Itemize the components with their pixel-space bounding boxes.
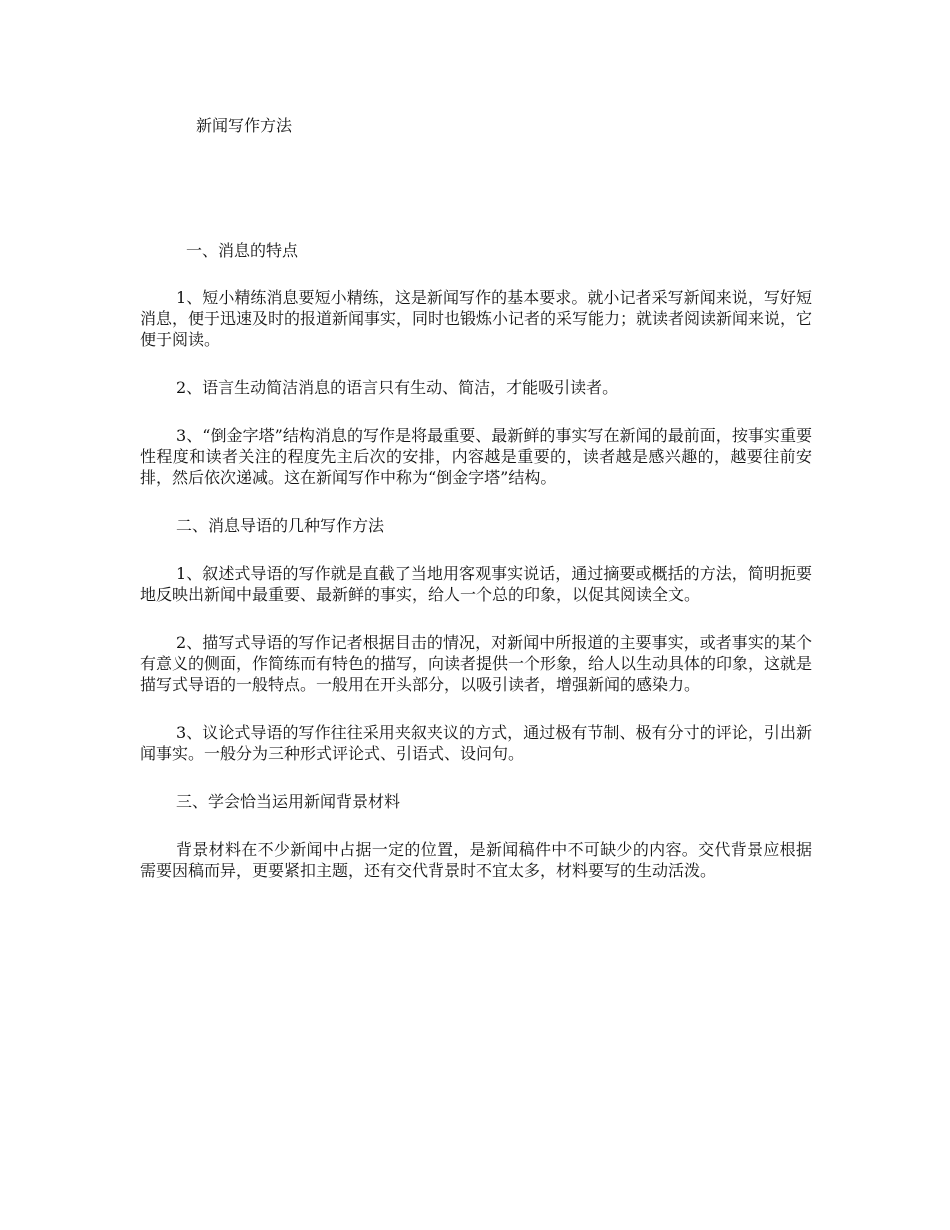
section-heading-1: 一、消息的特点 [186,241,299,260]
paragraph-1-3: 3、“倒金字塔”结构消息的写作是将最重要、最新鲜的事实写在新闻的最前面，按事实重要性程度和读者关注的程度先主后次的安排，内容越是重要的，读者越是感兴趣的，越要往前安排，然后依次递减。这在新闻写作中称为“倒金字塔”结构。 [140,426,812,487]
paragraph-1-1: 1、短小精练消息要短小精练，这是新闻写作的基本要求。就小记者采写新闻来说，写好短消息，便于迅速及时的报道新闻事实，同时也锻炼小记者的采写能力；就读者阅读新闻来说，它便于阅读。 [140,288,813,349]
paragraph-1-2: 2、语言生动简洁消息的语言只有生动、简洁，才能吸引读者。 [176,378,619,397]
section-heading-2: 二、消息导语的几种写作方法 [176,516,385,535]
paragraph-2-2: 2、描写式导语的写作记者根据目击的情况，对新闻中所报道的主要事实，或者事实的某个有意义的侧面，作简练而有特色的描写，向读者提供一个形象，给人以生动具体的印象，这就是描写式导语的一般特点。一般用在开头部分，以吸引读者，增强新闻的感染力。 [140,633,813,694]
document-body [140,240,812,881]
paragraph-2-1: 1、叙述式导语的写作就是直截了当地用客观事实说话，通过摘要或概括的方法，简明扼要地反映出新闻中最重要、最新鲜的事实，给人一个总的印象，以促其阅读全文。 [140,564,812,604]
paragraph-3-1: 背景材料在不少新闻中占据一定的位置，是新闻稿件中不可缺少的内容。交代背景应根据需要因稿而异，更要紧扣主题，还有交代背景时不宜太多，材料要写的生动活泼。 [140,840,812,880]
section-heading-3: 三、学会恰当运用新闻背景材料 [176,792,401,811]
document-title: 新闻写作方法 [196,116,293,135]
paragraph-2-3: 3、议论式导语的写作往往采用夹叙夹议的方式，通过极有节制、极有分寸的评论，引出新闻事实。一般分为三种形式评论式、引语式、设问句。 [140,723,812,763]
